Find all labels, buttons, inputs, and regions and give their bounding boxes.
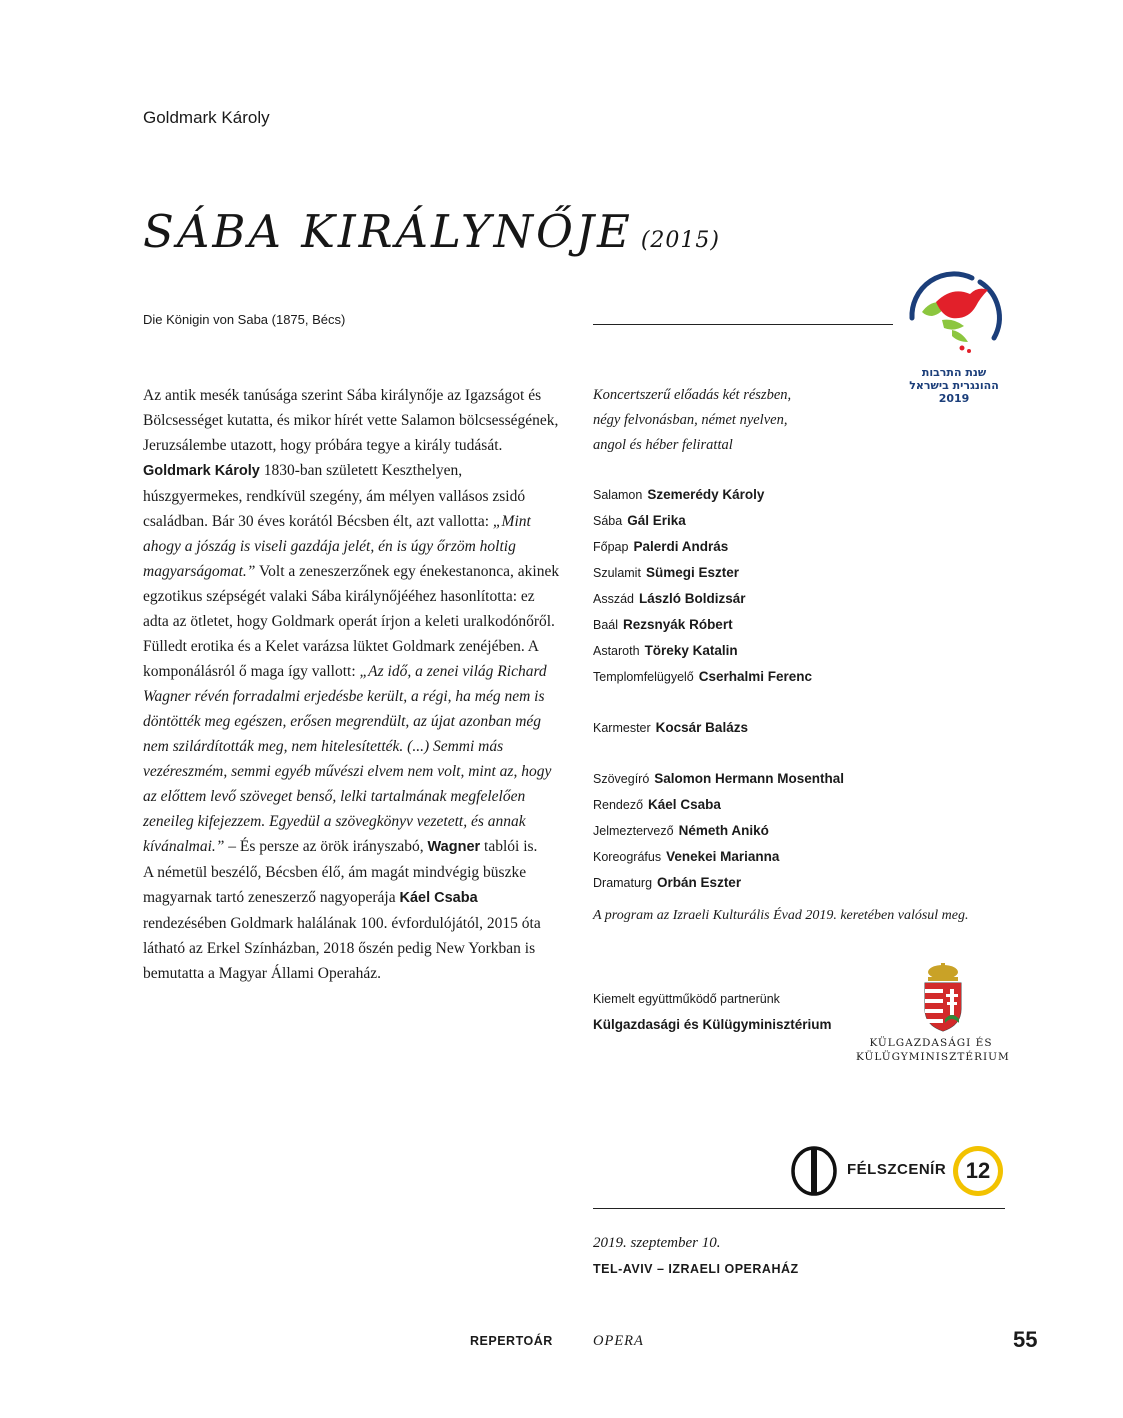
credit-row [593,482,844,508]
logo-line: שנת התרבות [921,366,987,379]
text-span: Fülledt erotika és a Kelet varázsa lüktet Goldmark zenéjében. A komponálásról ő maga így vallott: [143,638,539,680]
text-span: – És persze az örök irányszabó, [224,838,428,855]
text-span: tablói is. [480,838,538,855]
credit-name: Töreky Katalin [644,643,738,658]
credit-name: Sümegi Eszter [645,565,739,580]
logo-line: KÜLGAZDASÁGI ÉS [869,1037,993,1049]
partner-name: Külgazdasági és Külügyminisztérium [593,1017,832,1032]
credit-row [593,612,844,638]
paragraph [143,860,563,986]
credit-name: László Boldizsár [639,591,746,606]
original-title: Die Königin von Saba (1875, Bécs) [143,312,346,327]
performance-note [593,383,883,458]
credit-name: Szemerédy Károly [647,487,765,502]
credit-name: Salomon Hermann Mosenthal [654,771,845,786]
credit-role: Baál [593,618,619,632]
spacer [593,690,844,715]
credit-row [593,792,844,818]
partner-block [593,987,832,1037]
credit-name: Orbán Eszter [657,875,742,890]
footer-section: REPERTOÁR [470,1334,553,1348]
divider [593,1208,1005,1209]
quote: „Az idő, a zenei világ Richard Wagner révén forradalmi erjedésbe került, a régi, ha még nem is döntötték meg egészen, erősen megrendült, az újat azonban még nem szilárdították meg, nem hitelesítették. (...) Semmi más vezéreszmém, semmi egyéb művészi elvem nem volt, mint az, hogy az előttem levő szöveget benső, lelki tartalmának megfelelően zeneileg kifejezzem. Egyedül a szövegkönyv vezetett, és annak kívánalmai.” [143,663,552,855]
credit-row [593,664,844,690]
credit-role: Karmester [593,721,651,735]
credit-role: Jelmeztervező [593,824,674,838]
half-staging-icon [790,1145,838,1197]
logo-line: ההונגרית בישראל [909,379,999,392]
partner-label: Kiemelt együttműködő partnerünk [593,992,780,1006]
bold-name: Goldmark Károly [143,463,260,479]
credit-name: Palerdi András [633,539,729,554]
credit-role: Asszád [593,592,634,606]
text-span: Volt a zeneszerzőnek egy énekestanonca, akinek egzotikus szépségét valaki Sába királynőjééhez hasonlította: ez adta az ötletet, hogy Goldmark operát írjon a keleti uralkodónőről. [143,563,560,630]
credit-name: Németh Anikó [678,823,769,838]
credit-name: Cserhalmi Ferenc [698,669,813,684]
spacer [593,741,844,766]
credit-row [593,818,844,844]
credit-row [593,844,844,870]
credit-name: Rezsnyák Róbert [623,617,733,632]
credit-name: Gál Erika [627,513,686,528]
title-text: SÁBA KIRÁLYNŐJE [143,205,633,258]
ministry-logo-text [856,1036,1010,1064]
credit-role: Rendező [593,798,644,812]
credit-role: Koreográfus [593,850,662,864]
event-date: 2019. szeptember 10. [593,1235,721,1251]
paragraph [143,458,563,634]
article-body [143,383,563,986]
staging-label: FÉLSZCENÍR [847,1161,947,1178]
credit-row [593,715,844,741]
credit-role: Főpap [593,540,629,554]
credit-role: Sába [593,514,623,528]
bold-name: Wagner [427,839,481,855]
note-line: angol és héber felirattal [593,437,733,453]
text-span: 1830-ban született Keszthelyen, húszgyermekes, rendkívül szegény, ám mélyen vallásos zsidó családban. Bár 30 éves korától Bécsben élt, azt vallotta: [143,462,526,530]
text-span: rendezésében Goldmark halálának 100. évfordulójától, 2015 óta látható az Erkel Színházban, 2018 őszén pedig New Yorkban is bemutatta a Magyar Állami Operaház. [143,915,541,982]
credit-row [593,870,844,896]
credit-name: Káel Csaba [648,797,721,812]
credits-list [593,482,844,896]
coat-of-arms-icon [917,963,969,1033]
note-line: négy felvonásban, német nyelven, [593,412,788,428]
title-year: (2015) [640,228,720,253]
credit-row [593,586,844,612]
age-rating-badge [953,1146,1003,1196]
credit-row [593,638,844,664]
credit-role: Astaroth [593,644,640,658]
credit-row [593,534,844,560]
credit-row [593,560,844,586]
credit-row [593,766,844,792]
paragraph: Az antik mesék tanúsága szerint Sába királynője az Igazságot és Bölcsességet kutatta, és mikor hírét vette Salamon bölcsességének, Jeruzsálembe utazott, hogy próbára tegye a király tudását. [143,387,559,454]
page-number: 55 [1013,1327,1038,1352]
note-line: Koncertszerű előadás két részben, [593,387,792,403]
program-note: A program az Izraeli Kulturális Évad 2019. keretében valósul meg. [593,908,969,923]
text-span: A németül beszélő, Bécsben élő, ám magát mindvégig büszke magyarnak tartó zeneszerző nagyoperája [143,864,527,906]
credit-role: Salamon [593,488,643,502]
credit-role: Templomfelügyelő [593,670,694,684]
credit-name: Venekei Marianna [666,849,780,864]
bold-name: Káel Csaba [399,890,478,906]
age-rating-value: 12 [958,1151,998,1191]
credit-role: Dramaturg [593,876,653,890]
credit-row [593,508,844,534]
footer-category: OPERA [593,1333,644,1349]
composer-name: Goldmark Károly [143,108,270,127]
cultural-season-logo-icon [902,268,1006,366]
paragraph [143,634,563,860]
season-logo-text [902,366,1006,405]
event-venue: TEL-AVIV – IZRAELI OPERAHÁZ [593,1262,799,1276]
divider [593,324,893,325]
credit-role: Szulamit [593,566,641,580]
logo-line: KÜLÜGYMINISZTÉRIUM [856,1051,1010,1063]
logo-year: 2019 [938,392,970,405]
quote: „Mint ahogy a jószág is viseli gazdája jelét, én is úgy őrzöm holtig magyarságomat.” [143,513,531,580]
credit-role: Szövegíró [593,772,650,786]
opera-title [143,205,720,258]
credit-name: Kocsár Balázs [655,720,748,735]
